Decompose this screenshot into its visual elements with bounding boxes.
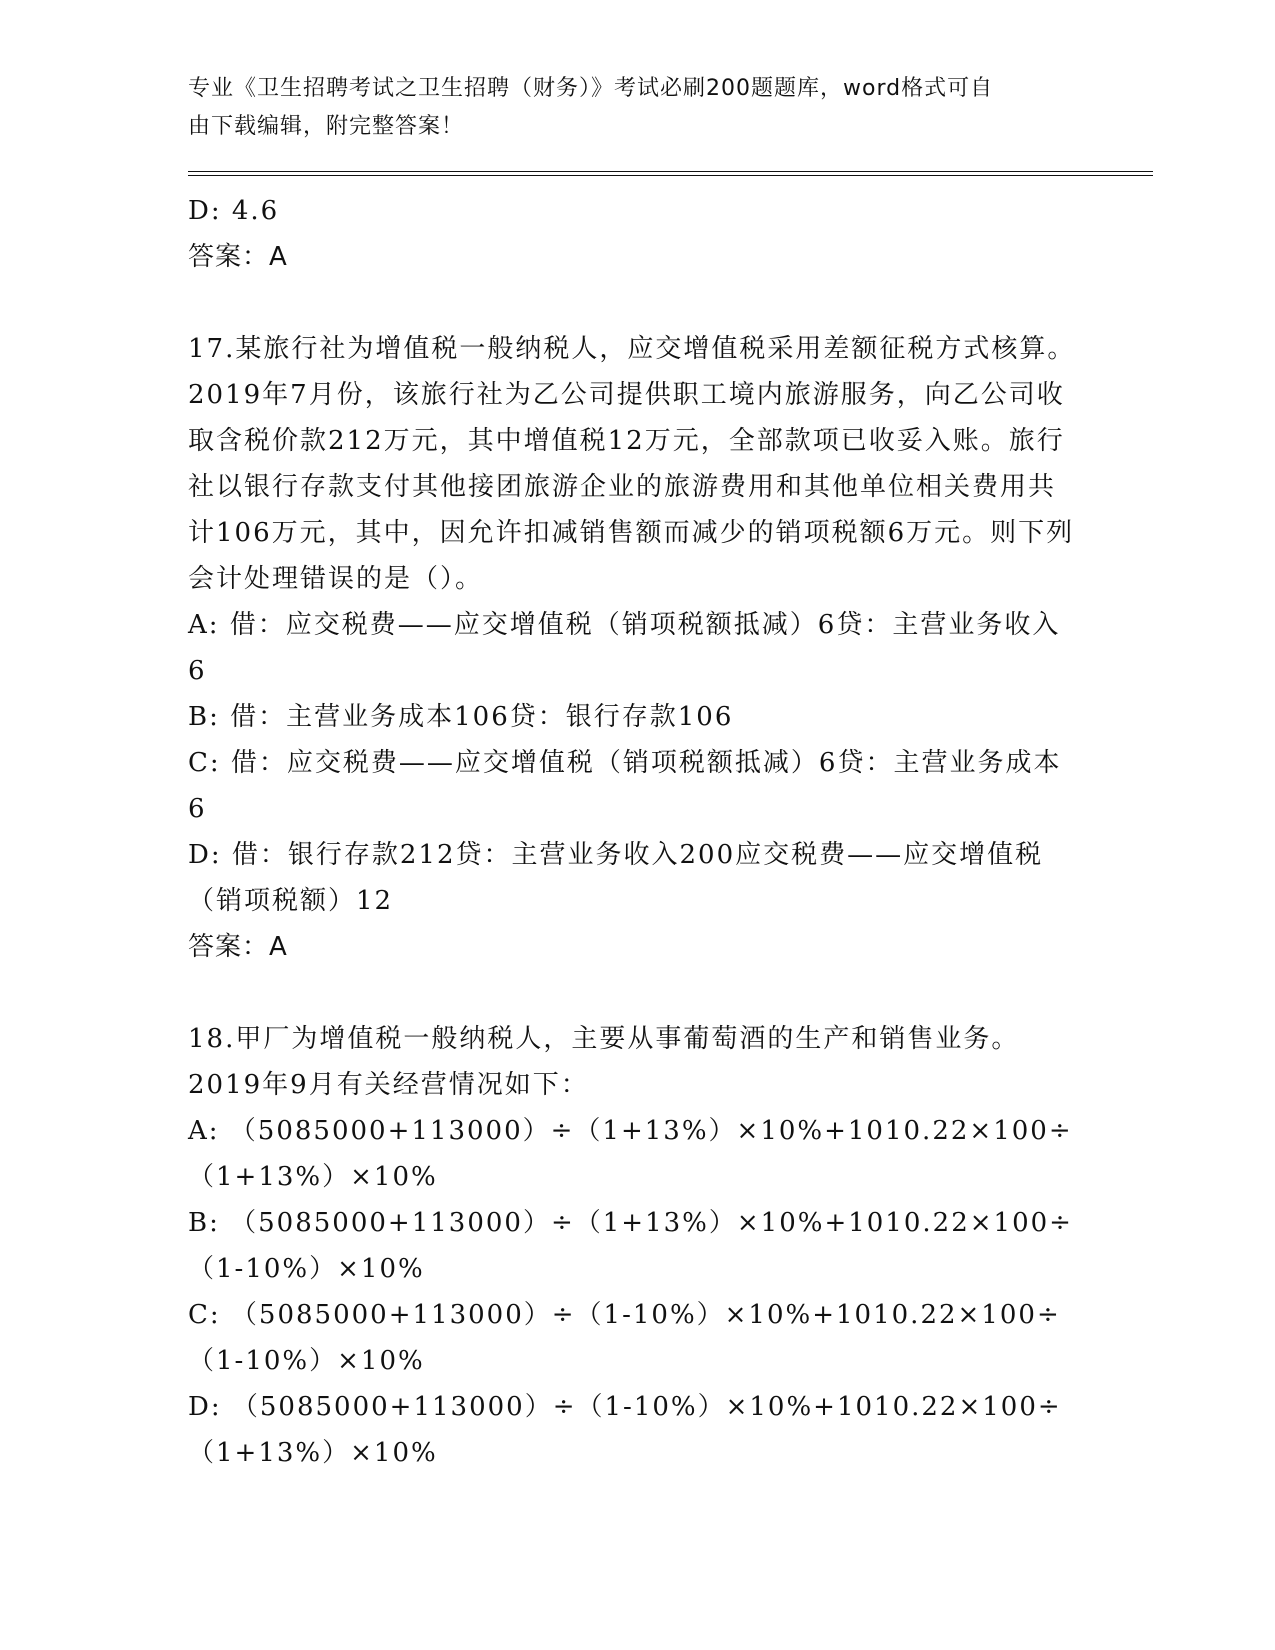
answer: 答案：A: [188, 932, 288, 962]
option-a: A: （5085000+113000）÷（1+13%）×10%+1010.22×100÷（1+13%）×10%: [188, 1116, 1073, 1192]
option-b: B: （5085000+113000）÷（1+13%）×10%+1010.22×100÷（1-10%）×10%: [188, 1208, 1073, 1284]
prev-option-d: D: 4.6: [188, 196, 280, 226]
question-17: [188, 326, 1078, 970]
spacer: [188, 970, 1078, 1016]
header-title-line-1: 专业《卫生招聘考试之卫生招聘（财务）》考试必刷200题题库，word格式可自: [188, 76, 994, 101]
option-b: B: 借：主营业务成本106贷：银行存款106: [188, 702, 734, 732]
header-rule-bottom: [188, 175, 1153, 176]
question-stem: 17.某旅行社为增值税一般纳税人，应交增值税采用差额征税方式核算。2019年7月份，该旅行社为乙公司提供职工境内旅游服务，向乙公司收取含税价款212万元，其中增值税12万元，全部款项已收妥入账。旅行社以银行存款支付其他接团旅游企业的旅游费用和其他单位相关费用共计106万元，其中，因允许扣减销售额而减少的销项税额6万元。则下列会计处理错误的是（）。: [188, 334, 1076, 594]
option-c: C: 借：应交税费——应交增值税（销项税额抵减）6贷：主营业务成本6: [188, 748, 1062, 824]
page-header: [188, 70, 1068, 146]
option-d: D: 借：银行存款212贷：主营业务收入200应交税费——应交增值税（销项税额）12: [188, 840, 1044, 916]
option-d: D: （5085000+113000）÷（1-10%）×10%+1010.22×100÷（1+13%）×10%: [188, 1392, 1062, 1468]
option-a: A: 借：应交税费——应交增值税（销项税额抵减）6贷：主营业务收入6: [188, 610, 1061, 686]
page-content: [188, 188, 1078, 1476]
header-rule-top: [188, 171, 1153, 172]
question-stem: 18.甲厂为增值税一般纳税人，主要从事葡萄酒的生产和销售业务。2019年9月有关经营情况如下：: [188, 1024, 1020, 1100]
option-c: C: （5085000+113000）÷（1-10%）×10%+1010.22×100÷（1-10%）×10%: [188, 1300, 1061, 1376]
spacer: [188, 280, 1078, 326]
header-title-line-2: 由下载编辑，附完整答案！: [188, 114, 465, 139]
prev-answer: 答案：A: [188, 242, 288, 272]
question-18: [188, 1016, 1078, 1476]
